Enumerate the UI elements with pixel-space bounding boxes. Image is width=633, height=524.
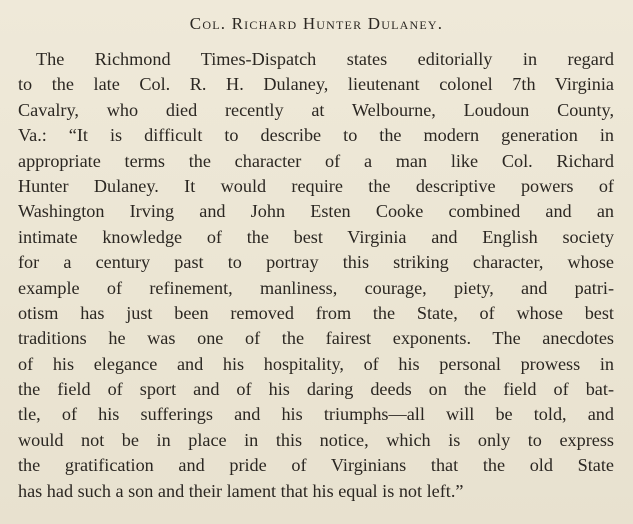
article-title: Col. Richard Hunter Dulaney. <box>189 14 444 33</box>
text-line: example of refinement, manliness, courage, piety, and patri- <box>18 277 614 298</box>
text-line: of his elegance and his hospitality, of his personal prowess in <box>18 353 614 374</box>
text-line: traditions he was one of the fairest exponents. The anecdotes <box>18 328 614 349</box>
text-line: Washington Irving and John Esten Cooke combined and an <box>18 201 614 222</box>
text-line: The Richmond Times-Dispatch states editorially in regard <box>36 49 614 69</box>
text-line: the gratification and pride of Virginians that the old State <box>18 455 614 476</box>
text-line: has had such a son and their lament that his equal is not left.” <box>18 480 464 501</box>
text-line: the field of sport and of his daring deeds on the field of bat- <box>18 379 614 400</box>
text-line: would not be in place in this notice, which is only to express <box>18 429 614 450</box>
text-line: intimate knowledge of the best Virginia and English society <box>18 226 614 247</box>
text-line: Cavalry, who died recently at Welbourne, Loudoun County, <box>18 99 614 120</box>
text-line: Hunter Dulaney. It would require the descriptive powers of <box>18 175 614 196</box>
text-line: appropriate terms the character of a man like Col. Richard <box>18 150 614 171</box>
text-line: Va.: “It is difficult to describe to the modern generation in <box>18 125 614 146</box>
text-line: for a century past to portray this striking character, whose <box>18 252 614 273</box>
text-line: otism has just been removed from the State, of whose best <box>18 302 614 323</box>
text-line: tle, of his sufferings and his triumphs—all will be told, and <box>18 404 614 425</box>
article-body <box>18 47 614 504</box>
text-line: to the late Col. R. H. Dulaney, lieutenant colonel 7th Virginia <box>18 74 614 95</box>
